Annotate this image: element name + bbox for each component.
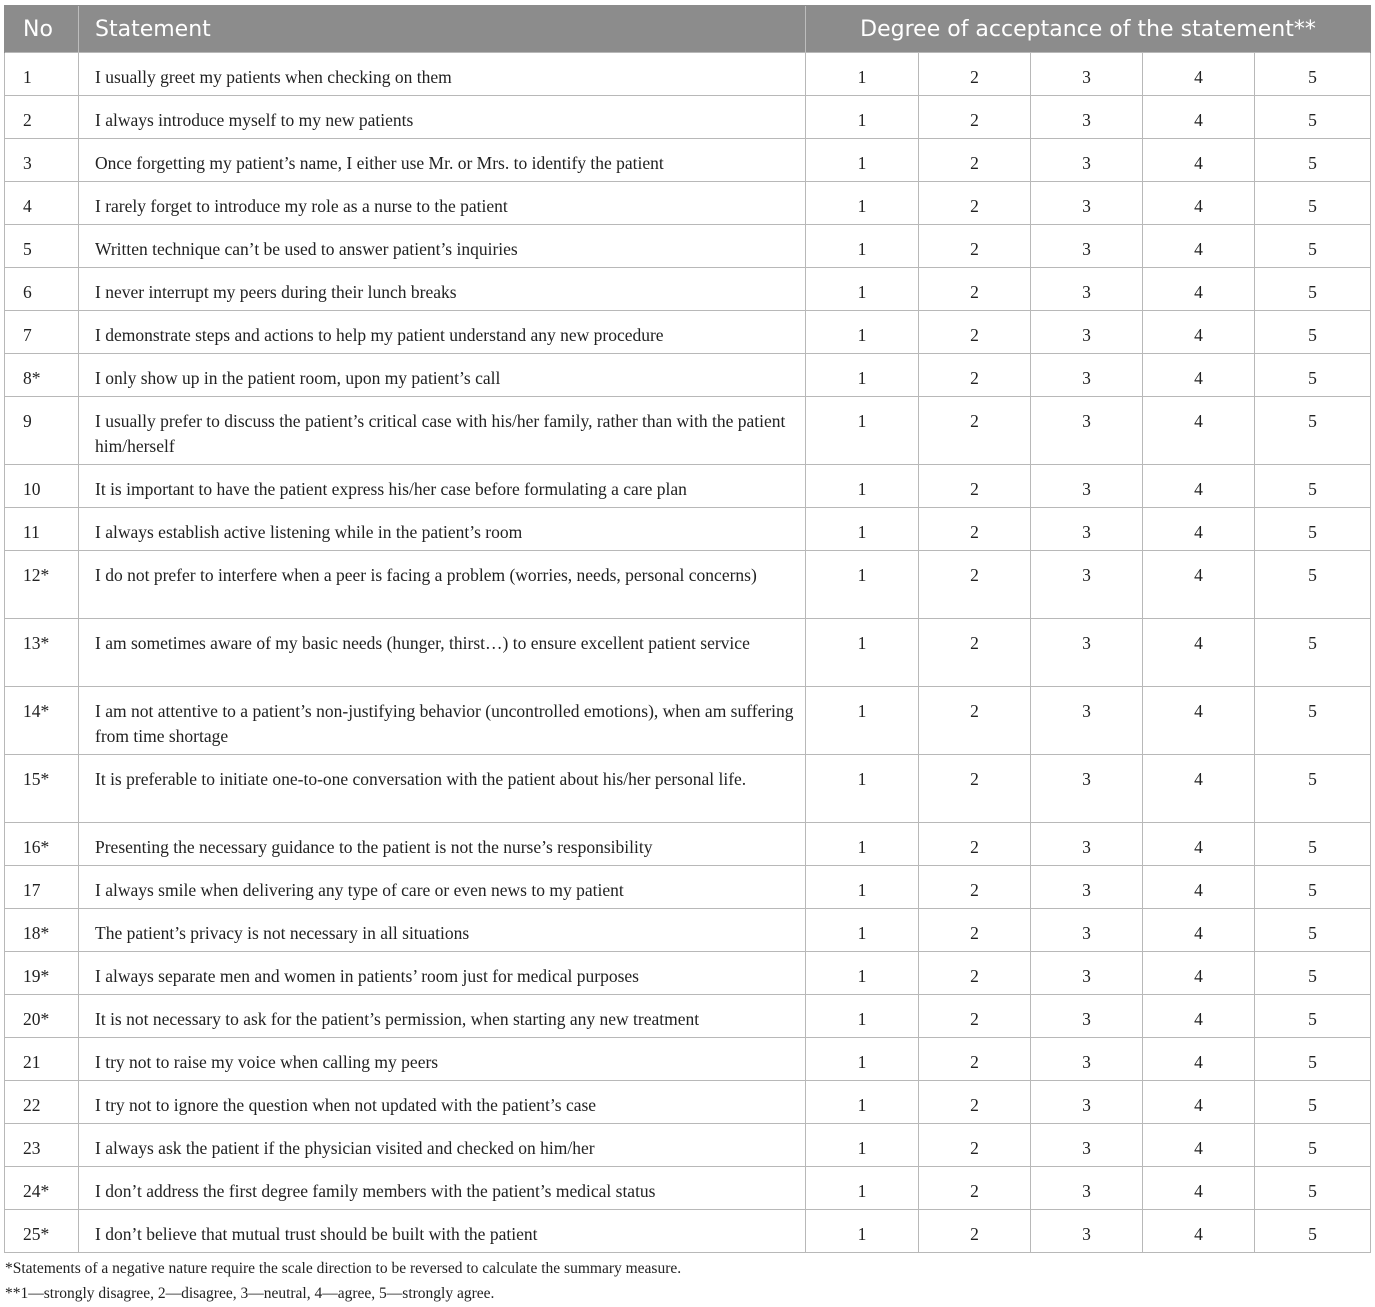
scale-option-4: 4 xyxy=(1143,619,1255,687)
scale-option-2: 2 xyxy=(919,1167,1031,1210)
scale-option-5: 5 xyxy=(1255,823,1371,866)
scale-option-1: 1 xyxy=(806,995,919,1038)
scale-option-1: 1 xyxy=(806,866,919,909)
scale-option-1: 1 xyxy=(806,225,919,268)
scale-option-3: 3 xyxy=(1031,755,1143,823)
scale-option-2: 2 xyxy=(919,311,1031,354)
scale-option-2: 2 xyxy=(919,465,1031,508)
scale-option-5: 5 xyxy=(1255,1038,1371,1081)
row-number: 12* xyxy=(5,551,79,619)
row-number: 23 xyxy=(5,1124,79,1167)
scale-option-5: 5 xyxy=(1255,465,1371,508)
scale-option-1: 1 xyxy=(806,397,919,465)
scale-option-1: 1 xyxy=(806,1038,919,1081)
scale-option-5: 5 xyxy=(1255,311,1371,354)
scale-option-1: 1 xyxy=(806,687,919,755)
scale-option-2: 2 xyxy=(919,397,1031,465)
table-row xyxy=(5,465,1371,508)
table-row xyxy=(5,182,1371,225)
scale-option-4: 4 xyxy=(1143,1167,1255,1210)
scale-option-4: 4 xyxy=(1143,354,1255,397)
scale-option-1: 1 xyxy=(806,465,919,508)
scale-option-2: 2 xyxy=(919,551,1031,619)
row-number: 13* xyxy=(5,619,79,687)
scale-option-4: 4 xyxy=(1143,465,1255,508)
scale-option-4: 4 xyxy=(1143,96,1255,139)
scale-option-2: 2 xyxy=(919,995,1031,1038)
row-number: 17 xyxy=(5,866,79,909)
scale-option-3: 3 xyxy=(1031,995,1143,1038)
scale-option-5: 5 xyxy=(1255,508,1371,551)
scale-option-1: 1 xyxy=(806,268,919,311)
scale-option-3: 3 xyxy=(1031,397,1143,465)
scale-option-1: 1 xyxy=(806,311,919,354)
table-row xyxy=(5,1081,1371,1124)
scale-option-5: 5 xyxy=(1255,909,1371,952)
scale-option-1: 1 xyxy=(806,952,919,995)
scale-option-1: 1 xyxy=(806,96,919,139)
table-row xyxy=(5,551,1371,619)
scale-option-5: 5 xyxy=(1255,866,1371,909)
scale-option-3: 3 xyxy=(1031,268,1143,311)
statement-text: Written technique can’t be used to answer patient’s inquiries xyxy=(79,225,806,268)
scale-option-3: 3 xyxy=(1031,1038,1143,1081)
scale-option-1: 1 xyxy=(806,508,919,551)
statement-text: I always smile when delivering any type of care or even news to my patient xyxy=(79,866,806,909)
scale-option-3: 3 xyxy=(1031,687,1143,755)
statement-text: It is not necessary to ask for the patient’s permission, when starting any new treatment xyxy=(79,995,806,1038)
row-number: 11 xyxy=(5,508,79,551)
statement-text: The patient’s privacy is not necessary in all situations xyxy=(79,909,806,952)
statement-text: It is important to have the patient express his/her case before formulating a care plan xyxy=(79,465,806,508)
row-number: 5 xyxy=(5,225,79,268)
scale-option-5: 5 xyxy=(1255,1167,1371,1210)
statement-text: I always ask the patient if the physician visited and checked on him/her xyxy=(79,1124,806,1167)
statement-text: I don’t believe that mutual trust should be built with the patient xyxy=(79,1210,806,1253)
scale-option-4: 4 xyxy=(1143,1210,1255,1253)
row-number: 14* xyxy=(5,687,79,755)
statement-text: Once forgetting my patient’s name, I either use Mr. or Mrs. to identify the patient xyxy=(79,139,806,182)
statement-text: I always establish active listening while in the patient’s room xyxy=(79,508,806,551)
row-number: 6 xyxy=(5,268,79,311)
scale-option-1: 1 xyxy=(806,1167,919,1210)
table-row xyxy=(5,952,1371,995)
scale-option-5: 5 xyxy=(1255,268,1371,311)
scale-option-4: 4 xyxy=(1143,311,1255,354)
row-number: 8* xyxy=(5,354,79,397)
scale-option-3: 3 xyxy=(1031,508,1143,551)
survey-table xyxy=(4,5,1371,1253)
scale-option-2: 2 xyxy=(919,619,1031,687)
statement-text: I try not to raise my voice when calling my peers xyxy=(79,1038,806,1081)
row-number: 21 xyxy=(5,1038,79,1081)
table-row xyxy=(5,53,1371,96)
scale-option-5: 5 xyxy=(1255,182,1371,225)
scale-option-2: 2 xyxy=(919,909,1031,952)
scale-option-4: 4 xyxy=(1143,823,1255,866)
scale-option-3: 3 xyxy=(1031,53,1143,96)
row-number: 19* xyxy=(5,952,79,995)
scale-option-3: 3 xyxy=(1031,619,1143,687)
table-row xyxy=(5,1167,1371,1210)
scale-option-2: 2 xyxy=(919,354,1031,397)
row-number: 15* xyxy=(5,755,79,823)
header-row xyxy=(5,6,1371,53)
scale-option-5: 5 xyxy=(1255,1210,1371,1253)
scale-option-2: 2 xyxy=(919,225,1031,268)
statement-text: I usually greet my patients when checking on them xyxy=(79,53,806,96)
scale-option-2: 2 xyxy=(919,823,1031,866)
scale-option-3: 3 xyxy=(1031,465,1143,508)
scale-option-4: 4 xyxy=(1143,397,1255,465)
scale-option-3: 3 xyxy=(1031,182,1143,225)
scale-option-3: 3 xyxy=(1031,823,1143,866)
scale-option-5: 5 xyxy=(1255,551,1371,619)
footnote-negative-statements: *Statements of a negative nature require the scale direction to be reversed to calculate the summary measure. xyxy=(5,1260,682,1277)
table-row xyxy=(5,755,1371,823)
table-row xyxy=(5,619,1371,687)
scale-option-4: 4 xyxy=(1143,182,1255,225)
row-number: 4 xyxy=(5,182,79,225)
scale-option-4: 4 xyxy=(1143,1038,1255,1081)
scale-option-4: 4 xyxy=(1143,755,1255,823)
scale-option-3: 3 xyxy=(1031,952,1143,995)
table-row xyxy=(5,1124,1371,1167)
scale-option-3: 3 xyxy=(1031,909,1143,952)
table-row xyxy=(5,96,1371,139)
scale-option-4: 4 xyxy=(1143,268,1255,311)
scale-option-2: 2 xyxy=(919,1210,1031,1253)
scale-option-5: 5 xyxy=(1255,687,1371,755)
scale-option-4: 4 xyxy=(1143,53,1255,96)
scale-option-1: 1 xyxy=(806,909,919,952)
table-row xyxy=(5,311,1371,354)
table-row xyxy=(5,823,1371,866)
scale-option-2: 2 xyxy=(919,182,1031,225)
scale-option-1: 1 xyxy=(806,354,919,397)
scale-option-2: 2 xyxy=(919,139,1031,182)
table-row xyxy=(5,354,1371,397)
column-header-degree: Degree of acceptance of the statement** xyxy=(806,6,1371,53)
scale-option-3: 3 xyxy=(1031,139,1143,182)
scale-option-2: 2 xyxy=(919,96,1031,139)
scale-option-5: 5 xyxy=(1255,53,1371,96)
table-row xyxy=(5,397,1371,465)
scale-option-3: 3 xyxy=(1031,551,1143,619)
scale-option-4: 4 xyxy=(1143,225,1255,268)
scale-option-5: 5 xyxy=(1255,1124,1371,1167)
scale-option-1: 1 xyxy=(806,551,919,619)
row-number: 1 xyxy=(5,53,79,96)
table-row xyxy=(5,1038,1371,1081)
scale-option-2: 2 xyxy=(919,1124,1031,1167)
statement-text: I try not to ignore the question when not updated with the patient’s case xyxy=(79,1081,806,1124)
scale-option-2: 2 xyxy=(919,508,1031,551)
statement-text: I do not prefer to interfere when a peer is facing a problem (worries, needs, personal concerns) xyxy=(79,551,806,619)
scale-option-1: 1 xyxy=(806,1124,919,1167)
row-number: 22 xyxy=(5,1081,79,1124)
scale-option-5: 5 xyxy=(1255,354,1371,397)
row-number: 25* xyxy=(5,1210,79,1253)
statement-text: It is preferable to initiate one-to-one conversation with the patient about his/her personal life. xyxy=(79,755,806,823)
scale-option-1: 1 xyxy=(806,1210,919,1253)
column-header-no: No xyxy=(5,6,79,53)
scale-option-4: 4 xyxy=(1143,866,1255,909)
scale-option-2: 2 xyxy=(919,866,1031,909)
table-body xyxy=(5,53,1371,1253)
scale-option-3: 3 xyxy=(1031,866,1143,909)
footnote-scale-legend: **1—strongly disagree, 2—disagree, 3—neutral, 4—agree, 5—strongly agree. xyxy=(5,1285,495,1302)
scale-option-2: 2 xyxy=(919,952,1031,995)
scale-option-1: 1 xyxy=(806,1081,919,1124)
statement-text: I never interrupt my peers during their lunch breaks xyxy=(79,268,806,311)
table-row xyxy=(5,995,1371,1038)
row-number: 24* xyxy=(5,1167,79,1210)
scale-option-4: 4 xyxy=(1143,687,1255,755)
scale-option-1: 1 xyxy=(806,755,919,823)
scale-option-4: 4 xyxy=(1143,1081,1255,1124)
scale-option-4: 4 xyxy=(1143,508,1255,551)
scale-option-1: 1 xyxy=(806,53,919,96)
scale-option-2: 2 xyxy=(919,1038,1031,1081)
table-row xyxy=(5,225,1371,268)
scale-option-3: 3 xyxy=(1031,225,1143,268)
statement-text: I always introduce myself to my new patients xyxy=(79,96,806,139)
statement-text: I always separate men and women in patients’ room just for medical purposes xyxy=(79,952,806,995)
statement-text: I demonstrate steps and actions to help my patient understand any new procedure xyxy=(79,311,806,354)
row-number: 9 xyxy=(5,397,79,465)
row-number: 16* xyxy=(5,823,79,866)
column-header-statement: Statement xyxy=(79,6,806,53)
scale-option-4: 4 xyxy=(1143,1124,1255,1167)
scale-option-5: 5 xyxy=(1255,139,1371,182)
scale-option-4: 4 xyxy=(1143,909,1255,952)
table-row xyxy=(5,866,1371,909)
scale-option-1: 1 xyxy=(806,619,919,687)
scale-option-5: 5 xyxy=(1255,619,1371,687)
statement-text: I usually prefer to discuss the patient’s critical case with his/her family, rather than with the patient him/herself xyxy=(79,397,806,465)
scale-option-1: 1 xyxy=(806,139,919,182)
scale-option-5: 5 xyxy=(1255,225,1371,268)
table-row xyxy=(5,1210,1371,1253)
scale-option-2: 2 xyxy=(919,268,1031,311)
statement-text: I don’t address the first degree family members with the patient’s medical status xyxy=(79,1167,806,1210)
scale-option-5: 5 xyxy=(1255,755,1371,823)
row-number: 3 xyxy=(5,139,79,182)
scale-option-3: 3 xyxy=(1031,1167,1143,1210)
scale-option-4: 4 xyxy=(1143,995,1255,1038)
table-row xyxy=(5,687,1371,755)
row-number: 2 xyxy=(5,96,79,139)
statement-text: Presenting the necessary guidance to the patient is not the nurse’s responsibility xyxy=(79,823,806,866)
scale-option-3: 3 xyxy=(1031,1210,1143,1253)
scale-option-4: 4 xyxy=(1143,139,1255,182)
scale-option-1: 1 xyxy=(806,823,919,866)
table-row xyxy=(5,508,1371,551)
row-number: 7 xyxy=(5,311,79,354)
survey-document xyxy=(4,5,1370,1253)
statement-text: I only show up in the patient room, upon my patient’s call xyxy=(79,354,806,397)
scale-option-3: 3 xyxy=(1031,1081,1143,1124)
scale-option-3: 3 xyxy=(1031,311,1143,354)
scale-option-5: 5 xyxy=(1255,1081,1371,1124)
scale-option-2: 2 xyxy=(919,53,1031,96)
scale-option-5: 5 xyxy=(1255,995,1371,1038)
scale-option-2: 2 xyxy=(919,1081,1031,1124)
scale-option-3: 3 xyxy=(1031,96,1143,139)
table-row xyxy=(5,268,1371,311)
scale-option-5: 5 xyxy=(1255,397,1371,465)
scale-option-4: 4 xyxy=(1143,952,1255,995)
statement-text: I am not attentive to a patient’s non-justifying behavior (uncontrolled emotions), when am suffering from time shortage xyxy=(79,687,806,755)
statement-text: I am sometimes aware of my basic needs (hunger, thirst…) to ensure excellent patient service xyxy=(79,619,806,687)
scale-option-3: 3 xyxy=(1031,354,1143,397)
scale-option-3: 3 xyxy=(1031,1124,1143,1167)
scale-option-1: 1 xyxy=(806,182,919,225)
footnotes xyxy=(5,1256,1365,1306)
table-row xyxy=(5,139,1371,182)
scale-option-2: 2 xyxy=(919,755,1031,823)
scale-option-5: 5 xyxy=(1255,96,1371,139)
table-row xyxy=(5,909,1371,952)
row-number: 18* xyxy=(5,909,79,952)
row-number: 20* xyxy=(5,995,79,1038)
row-number: 10 xyxy=(5,465,79,508)
scale-option-5: 5 xyxy=(1255,952,1371,995)
statement-text: I rarely forget to introduce my role as a nurse to the patient xyxy=(79,182,806,225)
scale-option-4: 4 xyxy=(1143,551,1255,619)
scale-option-2: 2 xyxy=(919,687,1031,755)
